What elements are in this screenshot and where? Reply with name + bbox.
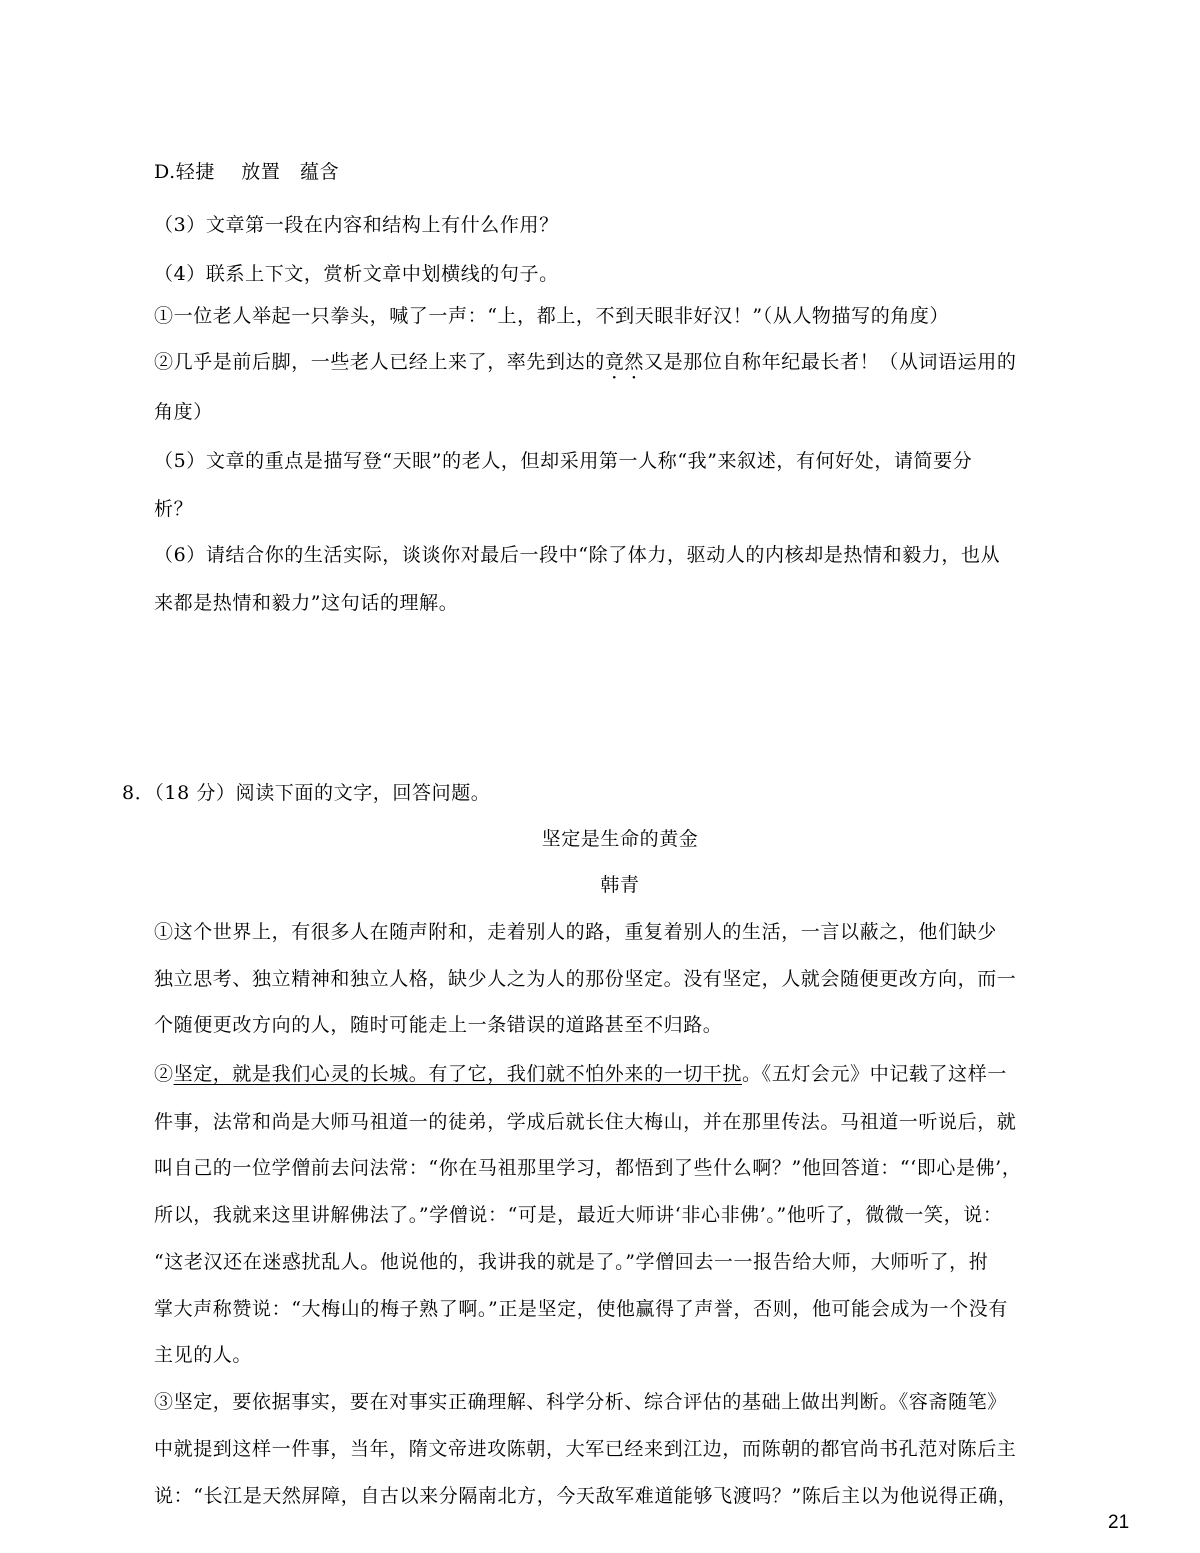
question-8-header: 8．（18 分）阅读下面的文字，回答问题。 [122,782,491,804]
question-4-item-2 [154,350,1084,374]
q4-item2-text-a: ②几乎是前后脚，一些老人已经上来了，率先到达的 [154,351,605,373]
paragraph-2-line-2: 件事，法常和尚是大师马祖道一的徒弟，学成后就长住大梅山，并在那里传法。马祖道一听说后，就 [154,1111,1017,1133]
paragraph-2-line-7: 主见的人。 [154,1344,253,1366]
q4-item2-text-b: 又是那位自称年纪最长者！（从词语运用的 [644,351,1017,373]
paragraph-2-line-1-rest: 。《五灯会元》中记载了这样一 [742,1063,1007,1085]
paragraph-2-line-3: 叫自己的一位学僧前去问法常：“你在马祖那里学习，都悟到了些什么啊？”他回答道：“‘即心是佛’， [154,1157,1022,1179]
paragraph-2-line-1 [154,1062,1084,1086]
dotted-char-1: 竟 [604,351,625,373]
underlined-sentence: 坚定，就是我们心灵的长城。有了它，我们就不怕外来的一切干扰 [173,1063,743,1085]
question-5: （5）文章的重点是描写登“天眼”的老人，但却采用第一人称“我”来叙述，有何好处，请简要分 [154,450,973,472]
paragraph-1-line-3: 个随便更改方向的人，随时可能走上一条错误的道路甚至不归路。 [154,1014,723,1036]
question-6-cont: 来都是热情和毅力”这句话的理解。 [154,592,459,614]
paragraph-3-line-1: ③坚定，要依据事实，要在对事实正确理解、科学分析、综合评估的基础上做出判断。《容斋随笔》 [154,1391,1007,1413]
paragraph-2-line-6: 掌大声称赞说：“大梅山的梅子熟了啊。”正是坚定，使他赢得了声誉，否则，他可能会成为一个没有 [154,1298,1008,1320]
article-author: 韩青 [600,874,640,896]
paragraph-2-line-4: 所以，我就来这里讲解佛法了。”学僧说：“可是，最近大师讲‘非心非佛’。”他听了，微微一笑，说： [154,1204,1003,1226]
paragraph-1-line-2: 独立思考、独立精神和独立人格，缺少人之为人的那份坚定。没有坚定，人就会随便更改方向，而一 [154,968,1017,990]
question-4-item-2-cont: 角度） [154,401,213,423]
question-4: （4）联系上下文，赏析文章中划横线的句子。 [154,263,559,285]
dotted-char-2: 然 [624,351,645,373]
paragraph-3-line-3: 说：“长江是天然屏障，自古以来分隔南北方，今天敌军难道能够飞渡吗？”陈后主以为他说得正确， [154,1485,1018,1507]
paragraph-1-line-1: ①这个世界上，有很多人在随声附和，走着别人的路，重复着别人的生活，一言以蔽之，他们缺少 [154,921,997,943]
article-title: 坚定是生命的黄金 [541,828,699,850]
paragraph-2-line-5: “这老汉还在迷惑扰乱人。他说他的，我讲我的就是了。”学僧回去一一报告给大师，大师听了，拊 [154,1251,989,1273]
option-d: D.轻捷 放置 蕴含 [154,161,340,183]
question-4-item-1: ①一位老人举起一只拳头，喊了一声：“上，都上，不到天眼非好汉！”（从人物描写的角度） [154,305,950,327]
question-6: （6）请结合你的生活实际，谈谈你对最后一段中“除了体力，驱动人的内核却是热情和毅力，也从 [154,544,1001,566]
paragraph-2-number: ② [154,1063,174,1085]
page-number: 21 [1108,1512,1130,1533]
question-5-cont: 析？ [154,498,194,520]
question-3: （3）文章第一段在内容和结构上有什么作用？ [154,214,559,236]
paragraph-3-line-2: 中就提到这样一件事，当年，隋文帝进攻陈朝，大军已经来到江边，而陈朝的都官尚书孔范对陈后主 [154,1438,1017,1460]
